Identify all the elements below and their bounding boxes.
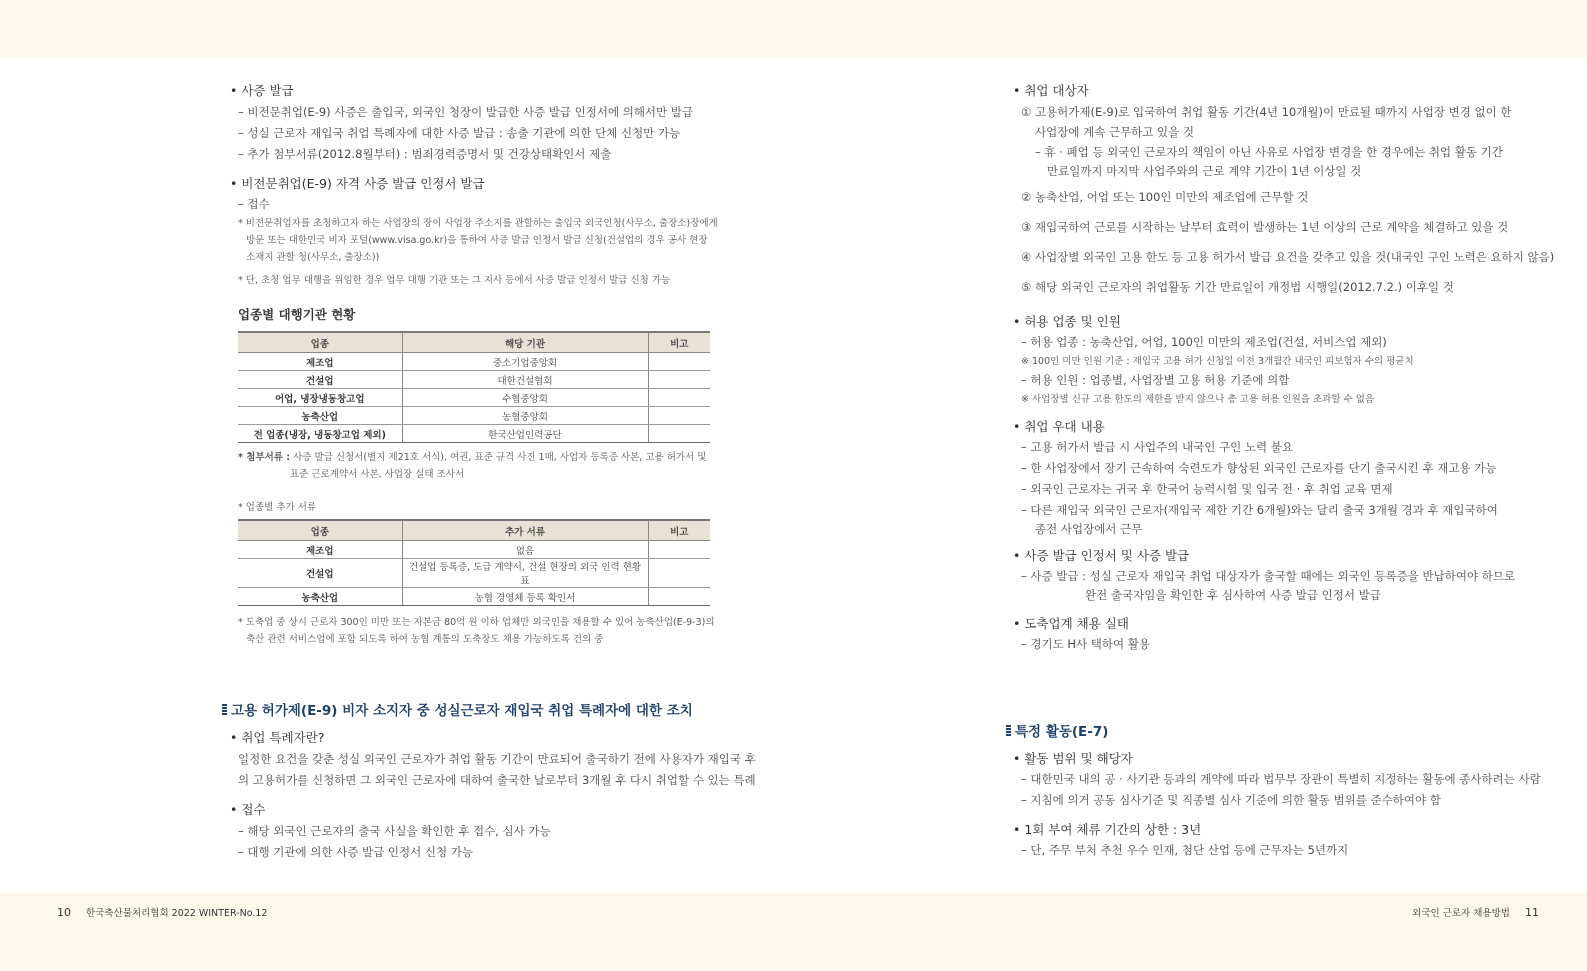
table-header: 업종 [238,520,402,541]
preference-item: – 외국인 근로자는 귀국 후 한국어 능력시험 및 입국 전 · 후 취업 교육 면제 [1013,479,1553,500]
table-cell: 농축산업 [238,588,402,606]
table-row [238,588,710,606]
target-sub-item-cont: 만료일까지 마지막 사업주와의 근로 계약 기간이 1년 이상일 것 [1047,164,1362,178]
top-band [0,0,1587,57]
table-row [238,425,710,443]
allowed-heading: • 허용 업종 및 인원 [1013,313,1553,330]
table-row [238,407,710,425]
visa2-item: – 사증 발급 : 성실 근로자 재입국 취업 대상자가 출국할 때에는 외국인 등록증을 반납하여야 하므로 [1013,566,1553,587]
table-cell: 전 업종(냉장, 냉동창고업 제외) [238,425,402,443]
table-cell [648,425,710,443]
target-condition: ① 고용허가제(E-9)로 입국하여 취업 활동 기간(4년 10개월)이 만료될 때까지 사업장 변경 없이 한 [1021,105,1512,119]
cert-heading: • 비전문취업(E-9) 자격 사증 발급 인정서 발급 [230,175,720,192]
allowed-note: ※ 사업장별 신규 고용 한도의 제한을 받지 않으나 총 고용 허용 인원을 초과할 수 없음 [1021,394,1375,405]
cert-note-line: 방문 또는 대한민국 비자 포털(www.visa.go.kr)을 통하여 사증 발급 인정서 발급 신청(건설업의 경우 공사 현장 [246,235,708,246]
section-title-e9 [222,699,693,719]
page-number-left: 10 [57,906,71,919]
table-row [238,353,710,371]
footer-right [1412,905,1539,919]
right-section-body [1013,750,1553,861]
table-cell: 농축산업 [238,407,402,425]
receipt-item: – 대행 기관에 의한 사증 발급 인정서 신청 가능 [230,842,720,863]
target-condition: ② 농축산업, 어업 또는 100인 미만의 제조업에 근무할 것 [1021,190,1309,204]
table-cell: 수협중앙회 [402,389,648,407]
extra-docs-table [238,519,710,606]
allowed-item: – 허용 업종 : 농축산업, 어업, 100인 미만의 제조업(건설, 서비스업 제외) [1013,332,1553,353]
table-row [238,371,710,389]
table1-title: 업종별 대행기관 현황 [238,307,356,322]
scope-heading: • 활동 범위 및 해당자 [1013,750,1553,767]
table-header: 비고 [648,520,710,541]
section-marker-icon [222,704,227,716]
preference-item: – 고용 허가서 발급 시 사업주의 내국인 구인 노력 불요 [1013,437,1553,458]
table-cell [648,541,710,559]
attach-line-2: 표준 근로계약서 사본, 사업장 실태 조사서 [290,469,465,480]
special-text-line: 의 고용허가를 신청하면 그 외국인 근로자에 대하여 출국한 날로부터 3개월 후 다시 취업할 수 있는 특례 [238,773,756,787]
table-cell [648,559,710,588]
allowed-item: – 허용 인원 : 업종별, 사업장별 고용 허용 기준에 의함 [1013,370,1553,391]
attach-label: * 첨부서류 : [238,452,291,463]
target-condition-cont: 사업장에 계속 근무하고 있을 것 [1035,125,1195,139]
table-cell: 어업, 냉장냉동창고업 [238,389,402,407]
table-header: 추가 서류 [402,520,648,541]
slaughter-item: – 경기도 H사 택하여 활용 [1013,634,1553,655]
table-header: 비고 [648,332,710,353]
agency-table [238,331,710,443]
right-column [1013,82,1553,655]
footer-publication: 한국축산물처리협회 2022 WINTER-No.12 [86,908,268,919]
target-condition: ④ 사업장별 외국인 고용 한도 등 고용 허가서 발급 요건을 갖추고 있을 것(내국인 구인 노력은 요하지 않음) [1021,250,1555,264]
section-title-e7 [1006,720,1108,740]
period-heading: • 1회 부여 체류 기간의 상한 : 3년 [1013,821,1553,838]
table-cell [648,407,710,425]
special-text-line: 일정한 요건을 갖춘 성실 외국인 근로자가 취업 활동 기간이 만료되어 출국하기 전에 사용자가 재입국 후 [238,752,756,766]
slaughter-note-line: * 도축업 중 상시 근로자 300인 미만 또는 자본금 80억 원 이하 업체만 외국인을 채용할 수 있어 농축산업(E-9-3)의 [238,617,715,628]
visa2-item-cont: 완전 출국자임을 확인한 후 심사하여 사증 발급 인정서 발급 [1085,588,1381,602]
page-number-right: 11 [1525,906,1539,919]
table-cell [648,588,710,606]
table-cell: 농협 경영체 등록 확인서 [402,588,648,606]
table-cell: 중소기업중앙회 [402,353,648,371]
table-header-row [238,520,710,541]
table-cell: 대한건설협회 [402,371,648,389]
visa-heading: • 사증 발급 [230,82,720,99]
visa-item: – 추가 첨부서류(2012.8월부터) : 범죄경력증명서 및 건강상태확인서 제출 [230,144,720,165]
preference-heading: • 취업 우대 내용 [1013,418,1553,435]
section-title-text: 고용 허가제(E-9) 비자 소지자 중 성실근로자 재입국 취업 특례자에 대한 조치 [231,703,693,719]
visa-item: – 비전문취업(E-9) 사증은 출입국, 외국인 청장이 발급한 사증 발급 인정서에 의해서만 발급 [230,102,720,123]
table-cell: 제조업 [238,353,402,371]
scope-item: – 지침에 의거 공동 심사기준 및 직종별 심사 기준에 의한 활동 범위를 준수하여야 함 [1013,790,1553,811]
table-cell: 건설업 [238,371,402,389]
target-sub-item: – 휴 · 폐업 등 외국인 근로자의 책임이 아닌 사유로 사업장 변경을 한 경우에는 취업 활동 기간 [1013,142,1553,163]
preference-item: – 한 사업장에서 장기 근속하여 숙련도가 향상된 외국인 근로자를 단기 출국시킨 후 재고용 가능 [1013,458,1553,479]
table-cell: 건설업 등록증, 도급 계약서, 건설 현장의 외국 인력 현황표 [402,559,648,588]
section-title-text: 특정 활동(E-7) [1015,724,1109,740]
receipt-heading: • 접수 [230,801,720,818]
preference-item-cont: 종전 사업장에서 근무 [1035,522,1143,536]
target-condition: ③ 재입국하여 근로를 시작하는 날부터 효력이 발생하는 1년 이상의 근로 계약을 체결하고 있을 것 [1021,220,1509,234]
period-item: – 단, 주무 부처 추천 우수 인재, 첨단 산업 등에 근무자는 5년까지 [1013,840,1553,861]
target-condition: ⑤ 해당 외국인 근로자의 취업활동 기간 만료일이 개정법 시행일(2012.7.2.) 이후일 것 [1021,280,1454,294]
table2-title: * 업종별 추가 서류 [238,502,317,513]
attach-note [230,449,720,466]
slaughter-note-line: 축산 관련 서비스업에 포함 되도록 하여 농협 계통의 도축장도 채용 가능하도록 건의 중 [246,634,604,645]
target-heading: • 취업 대상자 [1013,82,1553,99]
table-header-row [238,332,710,353]
footer-section-title: 외국인 근로자 채용방법 [1412,908,1510,919]
cert-note-line: 소재지 관할 청(사무소, 출장소)) [246,252,380,263]
table-cell: 농협중앙회 [402,407,648,425]
allowed-note: ※ 100인 미만 인원 기준 : 재입국 고용 허가 신청일 이전 3개월간 내국인 피보험자 수의 평균치 [1021,356,1414,367]
visa-item: – 성실 근로자 재입국 취업 특례자에 대한 사증 발급 : 송출 기관에 의한 단체 신청만 가능 [230,123,720,144]
table-row [238,389,710,407]
special-heading: • 취업 특례자란? [230,729,720,746]
table-header: 해당 기관 [402,332,648,353]
table-header: 업종 [238,332,402,353]
receipt-item: – 해당 외국인 근로자의 출국 사실을 확인한 후 접수, 심사 가능 [230,821,720,842]
scope-item: – 대한민국 내의 공 · 사기관 등과의 계약에 따라 법무부 장관이 특별히 지정하는 활동에 종사하려는 사람 [1013,769,1553,790]
left-column [230,82,720,648]
table-cell: 제조업 [238,541,402,559]
footer-left [57,905,267,919]
table-cell: 건설업 [238,559,402,588]
table-cell [648,389,710,407]
cert-note-2: * 단, 초청 업무 대행을 위임한 경우 업무 대행 기관 또는 그 지사 등에서 사증 발급 인정서 발급 신청 가능 [238,275,671,286]
cert-item: – 접수 [230,194,720,215]
table-cell [648,371,710,389]
left-section-body [230,729,756,863]
table-row [238,541,710,559]
table-cell: 한국산업인력공단 [402,425,648,443]
section-marker-icon [1006,725,1011,737]
table-cell [648,353,710,371]
cert-note-line: * 비전문취업자를 초청하고자 하는 사업장의 장이 사업장 주소지를 관할하는 출입국 외국인청(사무소, 출장소)장에게 [238,218,718,229]
attach-line: 사증 발급 신청서(별지 제21호 서식), 여권, 표준 규격 사진 1매, 사업자 등록증 사본, 고용 허가서 및 [293,452,707,463]
table-row [238,559,710,588]
preference-item: – 다른 재입국 외국인 근로자(재입국 제한 기간 6개월)와는 달리 출국 3개월 경과 후 재입국하여 [1013,500,1553,521]
visa2-heading: • 사증 발급 인정서 및 사증 발급 [1013,547,1553,564]
table-cell: 없음 [402,541,648,559]
slaughter-heading: • 도축업계 채용 실태 [1013,615,1553,632]
